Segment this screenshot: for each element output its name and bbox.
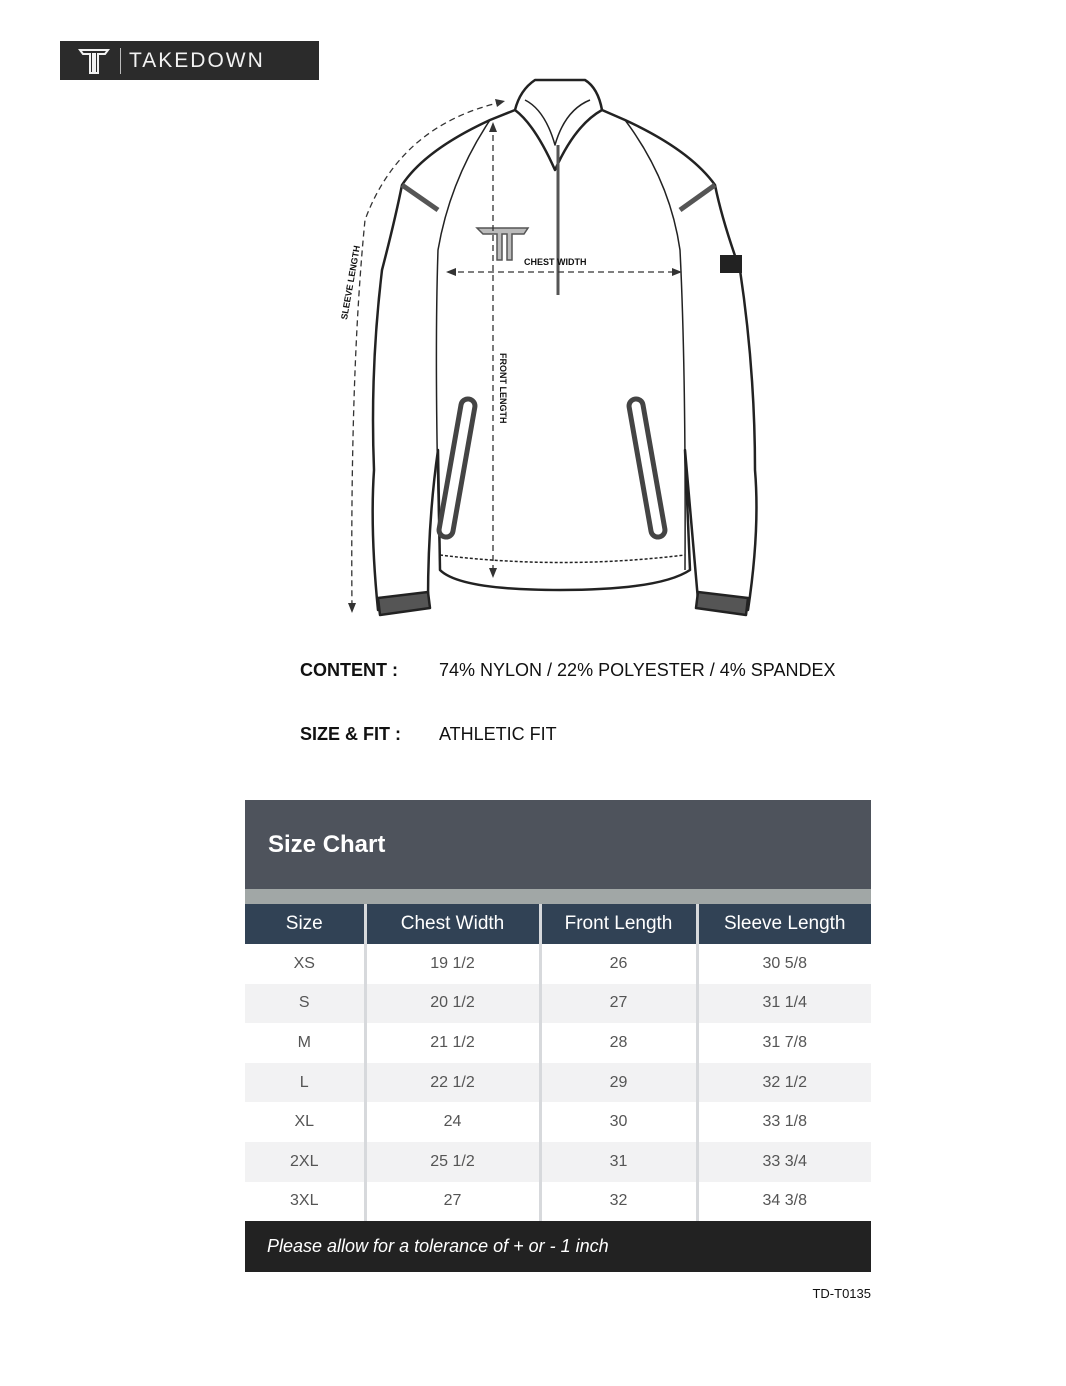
fit-value: ATHLETIC FIT bbox=[439, 724, 557, 744]
brand-logo bbox=[60, 41, 319, 80]
right-pocket bbox=[628, 398, 666, 538]
sleeve-length-cell: 33 1/8 bbox=[697, 1102, 871, 1142]
chest-width-cell: 22 1/2 bbox=[365, 1063, 540, 1103]
size-cell: 2XL bbox=[245, 1142, 365, 1182]
fit-label: SIZE & FIT : bbox=[300, 724, 401, 744]
brand-name: TAKEDOWN bbox=[129, 48, 265, 72]
size-table bbox=[245, 904, 871, 1221]
sleeve-length-cell: 31 1/4 bbox=[697, 984, 871, 1024]
front-length-cell: 31 bbox=[540, 1142, 697, 1182]
table-row bbox=[245, 1102, 871, 1142]
table-row bbox=[245, 1023, 871, 1063]
size-cell: L bbox=[245, 1063, 365, 1103]
column-header: Sleeve Length bbox=[697, 904, 871, 944]
sleeve-length-cell: 34 3/8 bbox=[697, 1182, 871, 1222]
front-length-cell: 30 bbox=[540, 1102, 697, 1142]
front-length-cell: 29 bbox=[540, 1063, 697, 1103]
content-label: CONTENT : bbox=[300, 660, 398, 680]
arm-badge bbox=[720, 255, 742, 273]
sleeve-length-cell: 33 3/4 bbox=[697, 1142, 871, 1182]
left-pocket bbox=[438, 398, 476, 538]
table-row bbox=[245, 944, 871, 984]
jacket-sketch bbox=[330, 70, 760, 630]
chest-logo-icon bbox=[477, 228, 528, 260]
size-cell: M bbox=[297, 1033, 311, 1051]
size-chart-band bbox=[245, 889, 871, 904]
content-value: 74% NYLON / 22% POLYESTER / 4% SPANDEX bbox=[439, 660, 836, 680]
front-length-label: FRONT LENGTH bbox=[498, 353, 508, 424]
chest-width-cell: 24 bbox=[365, 1102, 540, 1142]
product-code: TD-T0135 bbox=[812, 1286, 871, 1301]
chest-width-cell: 25 1/2 bbox=[365, 1142, 540, 1182]
size-table-header bbox=[245, 904, 871, 944]
sleeve-length-cell: 31 7/8 bbox=[697, 1023, 871, 1063]
front-length-cell: 28 bbox=[540, 1023, 697, 1063]
front-length-cell: 32 bbox=[540, 1182, 697, 1222]
chest-width-cell: 21 1/2 bbox=[365, 1023, 540, 1063]
size-cell: XS bbox=[293, 954, 315, 972]
sleeve-length-cell: 30 5/8 bbox=[697, 944, 871, 984]
chest-width-label: CHEST WIDTH bbox=[524, 257, 587, 267]
chest-width-cell: 20 1/2 bbox=[365, 984, 540, 1024]
takedown-t-icon bbox=[78, 47, 110, 75]
front-length-cell: 26 bbox=[540, 944, 697, 984]
size-chart bbox=[245, 800, 871, 1272]
table-row bbox=[245, 984, 871, 1024]
logo-divider bbox=[120, 48, 121, 74]
size-chart-title: Size Chart bbox=[245, 800, 871, 889]
front-length-cell: 27 bbox=[540, 984, 697, 1024]
chest-width-cell: 19 1/2 bbox=[365, 944, 540, 984]
chest-width-cell: 27 bbox=[365, 1182, 540, 1222]
table-row bbox=[245, 1182, 871, 1222]
size-cell: 3XL bbox=[290, 1192, 319, 1210]
size-cell: S bbox=[245, 984, 365, 1024]
column-header: Front Length bbox=[540, 904, 697, 944]
column-header: Size bbox=[245, 904, 365, 944]
sleeve-length-cell: 32 1/2 bbox=[697, 1063, 871, 1103]
column-header: Chest Width bbox=[365, 904, 540, 944]
table-row bbox=[245, 1142, 871, 1182]
sleeve-length-label: SLEEVE LENGTH bbox=[339, 244, 362, 321]
tolerance-note: Please allow for a tolerance of + or - 1 inch bbox=[245, 1221, 871, 1272]
table-row bbox=[245, 1063, 871, 1103]
jacket-outline bbox=[373, 80, 757, 610]
size-cell: XL bbox=[294, 1113, 315, 1131]
